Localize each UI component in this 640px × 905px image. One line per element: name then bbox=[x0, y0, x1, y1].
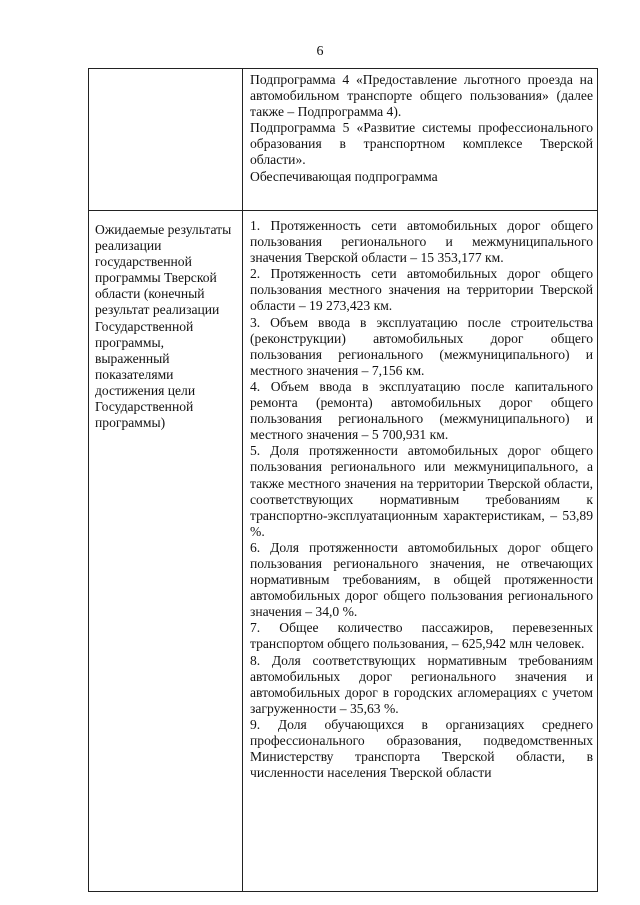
table-cell-expected-results-label bbox=[89, 211, 243, 892]
supporting-subprogram-text: Обеспечивающая подпрограмма bbox=[250, 168, 438, 184]
result-item-3: 3. Объем ввода в эксплуатацию после строительства (реконструкции) автомобильных дорог общего пользования регионального (межмуниципального) и местного значения – 7,156 км. bbox=[250, 314, 593, 378]
result-item-8: 8. Доля соответствующих нормативным требованиям автомобильных дорог регионального значения и автомобильных дорог в городских агломерациях с учетом загруженности – 35,63 %. bbox=[250, 652, 593, 716]
table-row-expected-results bbox=[89, 211, 598, 892]
page-number: 6 bbox=[316, 44, 324, 59]
subprogram-4-text: Подпрограмма 4 «Предоставление льготного проезда на автомобильном транспорте общего пользования» (далее также – Подпрограмма 4). bbox=[250, 72, 593, 120]
row1-left-text bbox=[89, 69, 242, 80]
result-item-6: 6. Доля протяженности автомобильных дорог общего пользования регионального значения, не отвечающих нормативным требованиям, в общей протяженности автомобильных дорог общего пользования регионального значения – 34,0 %. bbox=[250, 539, 593, 620]
result-item-5: 5. Доля протяженности автомобильных дорог общего пользования регионального или межмуниципального, а также местного значения на территории Тверской области, соответствующих нормативным требованиям к транспортно-эксплуатационным характеристикам, – 53,89 %. bbox=[250, 443, 593, 539]
result-item-7: 7. Общее количество пассажиров, перевезенных транспортом общего пользования, – 625,942 млн человек. bbox=[250, 620, 593, 652]
subprogram-5-text: Подпрограмма 5 «Развитие системы профессионального образования в транспортном комплексе Тверской области». bbox=[250, 120, 593, 168]
table-row-subprograms bbox=[89, 69, 598, 211]
program-passport-table bbox=[88, 68, 598, 892]
result-item-2: 2. Протяженность сети автомобильных дорог общего пользования местного значения на территории Тверской области – 19 273,423 км. bbox=[250, 266, 593, 314]
table-cell-expected-results-list bbox=[243, 211, 598, 892]
table-cell-subprograms bbox=[243, 69, 598, 211]
result-item-1: 1. Протяженность сети автомобильных дорог общего пользования регионального и межмуниципального значения Тверской области – 15 353,177 км. bbox=[250, 218, 593, 266]
result-item-4: 4. Объем ввода в эксплуатацию после капитального ремонта (ремонта) автомобильных дорог общего пользования регионального (межмуниципального) и местного значения – 5 700,931 км. bbox=[250, 378, 593, 443]
result-item-9: 9. Доля обучающихся в организациях среднего профессионального образования, подведомственных Министерству транспорта Тверской области, в численности населения Тверской области bbox=[250, 716, 593, 781]
expected-results-label: Ожидаемые результаты реализации государственной программы Тверской области (конечный результат реализации Государственной программы, выраженный показателями достижения цели Государственной программы) bbox=[95, 222, 232, 431]
table-cell-left-empty bbox=[89, 69, 243, 211]
